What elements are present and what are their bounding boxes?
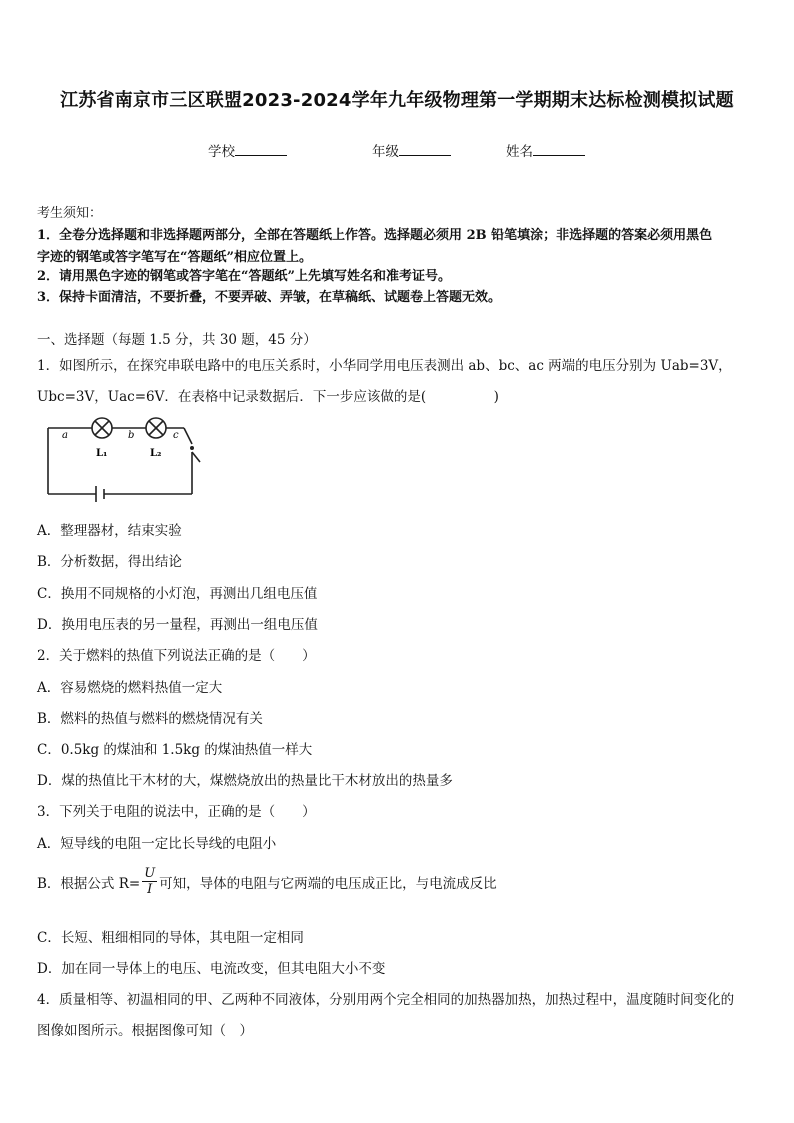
point-c-label: c [173, 430, 179, 441]
notice-item-3: 3．保持卡面清洁，不要折叠，不要弄破、弄皱，在草稿纸、试题卷上答题无效。 [37, 290, 502, 305]
q3-option-b-suffix: 可知，导体的电阻与它两端的电压成正比，与电流成反比 [159, 875, 497, 892]
q3-option-a: A．短导线的电阻一定比长导线的电阻小 [37, 836, 277, 852]
point-a-label: a [62, 430, 68, 441]
name-field [506, 140, 585, 160]
q3-option-c: C．长短、粗细相同的导体，其电阻一定相同 [37, 930, 304, 946]
school-blank [235, 143, 287, 156]
grade-field [372, 140, 451, 160]
fraction-denominator: I [147, 882, 153, 897]
q3-option-b-prefix: B．根据公式 R= [37, 875, 141, 892]
q1-option-b: B．分析数据，得出结论 [37, 554, 182, 570]
notice-item-1-cont: 字迹的钢笔或答字笔写在“答题纸”相应位置上。 [37, 250, 312, 265]
name-label: 姓名 [506, 144, 533, 160]
q2-stem: 2．关于燃料的热值下列说法正确的是（ ） [37, 648, 316, 664]
q4-stem-line1: 4．质量相等、初温相同的甲、乙两种不同液体，分别用两个完全相同的加热器加热，加热过程中，温度随时间变化的 [37, 992, 735, 1008]
fraction-numerator: U [144, 866, 156, 881]
school-label: 学校 [208, 144, 235, 160]
q3-option-d: D．加在同一导体上的电压、电流改变，但其电阻大小不变 [37, 961, 386, 977]
notice-item-2: 2．请用黑色字迹的钢笔或答字笔在“答题纸”上先填写姓名和准考证号。 [37, 269, 452, 284]
q2-option-c: C．0.5kg 的煤油和 1.5kg 的煤油热值一样大 [37, 742, 313, 758]
q1-option-d: D．换用电压表的另一量程，再测出一组电压值 [37, 617, 318, 633]
q1-stem-line2: Ubc=3V，Uac=6V．在表格中记录数据后．下一步应该做的是( ) [37, 389, 499, 405]
lamp-l2-label: L₂ [150, 448, 162, 459]
page-title: 江苏省南京市三区联盟2023-2024学年九年级物理第一学期期末达标检测模拟试题 [60, 90, 734, 111]
section-heading: 一、选择题（每题 1.5 分，共 30 题，45 分） [37, 332, 317, 348]
grade-label: 年级 [372, 144, 399, 160]
grade-blank [399, 143, 451, 156]
notice-item-1: 1．全卷分选择题和非选择题两部分，全部在答题纸上作答。选择题必须用 2B 铅笔填涂；非选择题的答案必须用黑色 [37, 228, 713, 243]
lamp-l1-label: L₁ [96, 448, 108, 459]
q2-option-d: D．煤的热值比干木材的大，煤燃烧放出的热量比干木材放出的热量多 [37, 773, 453, 789]
series-circuit-diagram [42, 414, 212, 504]
q3-option-b [37, 866, 497, 897]
q1-stem-line1: 1．如图所示，在探究串联电路中的电压关系时，小华同学用电压表测出 ab、bc、ac 两端的电压分别为 Uab=3V， [37, 358, 732, 374]
q2-option-b: B．燃料的热值与燃料的燃烧情况有关 [37, 711, 263, 727]
q1-option-c: C．换用不同规格的小灯泡，再测出几组电压值 [37, 586, 318, 602]
q4-stem-line2: 图像如图所示。根据图像可知（ ） [37, 1023, 253, 1039]
ohms-law-fraction [142, 866, 157, 897]
point-b-label: b [128, 430, 135, 441]
notice-header: 考生须知： [37, 206, 103, 221]
q1-option-a: A．整理器材，结束实验 [37, 523, 182, 539]
q3-stem: 3．下列关于电阻的说法中，正确的是（ ） [37, 804, 316, 820]
name-blank [533, 143, 585, 156]
school-field [208, 140, 287, 160]
q2-option-a: A．容易燃烧的燃料热值一定大 [37, 680, 223, 696]
